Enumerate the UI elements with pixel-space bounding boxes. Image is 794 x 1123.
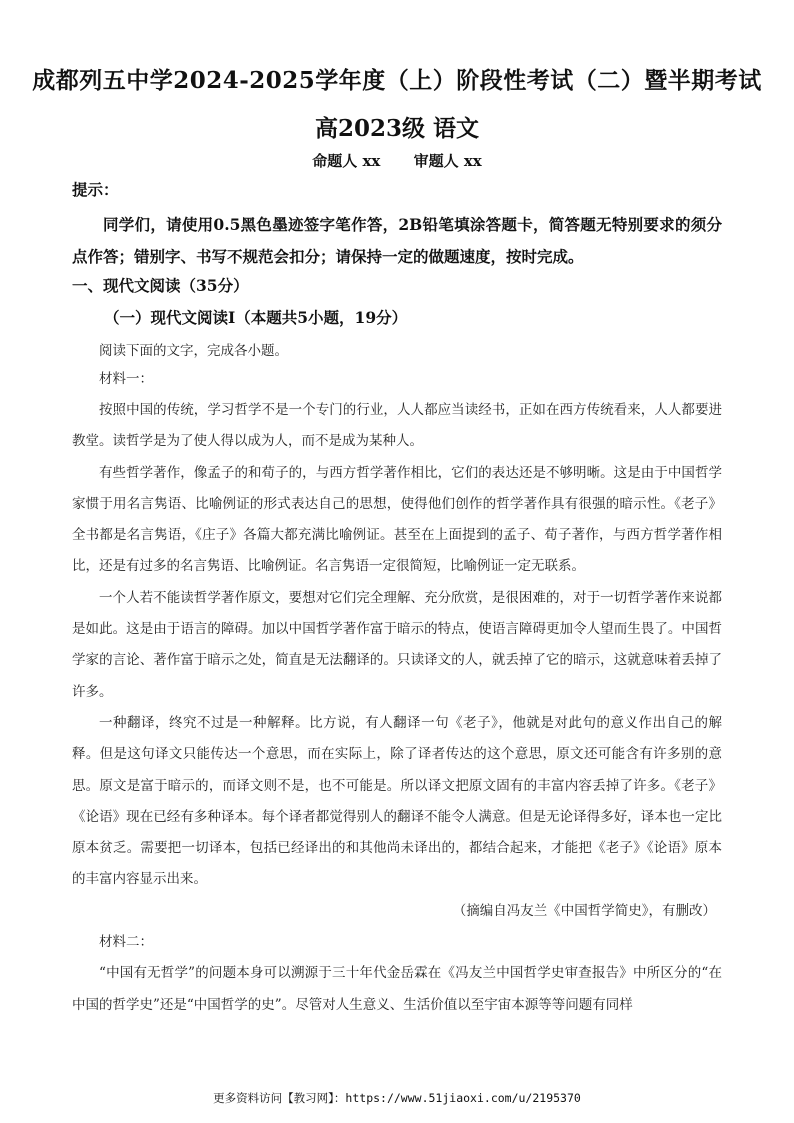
- setter-label: 命题人 xx: [312, 152, 381, 170]
- material2-paragraph: “中国有无哲学”的问题本身可以溯源于三十年代金岳霖在《冯友兰中国哲学史审查报告》中所区分的“在中国的哲学史”还是“中国哲学的史”。尽管对人生意义、生活价值以至宇宙本源等等问题有同样: [72, 965, 722, 1013]
- material1-label-wrap: [72, 364, 722, 395]
- exam-title: 成都列五中学2024-2025学年度（上）阶段性考试（二）暨半期考试: [32, 67, 762, 94]
- material1-label: 材料一：: [99, 371, 153, 387]
- footer-link[interactable]: 更多资料访问【教习网】：https://www.51jiaoxi.com/u/2195370: [213, 1091, 581, 1105]
- exam-subtitle: 高2023级 语文: [314, 115, 480, 142]
- passage-paragraph: 按照中国的传统，学习哲学不是一个专门的行业，人人都应当读经书，正如在西方传统看来，人人都要进教堂。读哲学是为了使人得以成为人，而不是成为某种人。: [72, 402, 722, 450]
- tips-text: 同学们，请使用0.5黑色墨迹签字笔作答，2B铅笔填涂答题卡，简答题无特别要求的须分点作答；错别字、书写不规范会扣分；请保持一定的做题速度，按时完成。: [72, 215, 722, 266]
- passage-paragraph: 一种翻译，终究不过是一种解释。比方说，有人翻译一句《老子》，他就是对此句的意义作出自己的解释。但是这句译文只能传达一个意思，而在实际上，除了译者传达的这个意思，原文还可能含有许多别的意思。原文是富于暗示的，而译文则不是，也不可能是。所以译文把原文固有的丰富内容丢掉了许多。《老子》《论语》现在已经有多种译本。每个译者都觉得别人的翻译不能令人满意。但是无论译得多好，译本也一定比原本贫乏。需要把一切译本，包括已经译出的和其他尚未译出的，都结合起来，才能把《老子》《论语》原本的丰富内容显示出来。: [72, 714, 722, 888]
- reading-instruction: 阅读下面的文字，完成各小题。: [99, 343, 288, 359]
- reading-passage: [72, 395, 722, 1021]
- section-title: 一、现代文阅读（35分）: [72, 276, 249, 295]
- authors-line: [0, 150, 794, 171]
- subsection-title: （一）现代文阅读Ⅰ（本题共5小题，19分）: [104, 308, 408, 327]
- source-citation: （摘编自冯友兰《中国哲学简史》，有删改）: [452, 902, 716, 919]
- passage-paragraph: 有些哲学著作，像孟子的和荀子的，与西方哲学著作相比，它们的表达还是不够明晰。这是由于中国哲学家惯于用名言隽语、比喻例证的形式表达自己的思想，使得他们创作的哲学著作具有很强的暗示性。《老子》全书都是名言隽语，《庄子》各篇大都充满比喻例证。甚至在上面提到的孟子、荀子著作，与西方哲学著作相比，还是有过多的名言隽语、比喻例证。名言隽语一定很简短，比喻例证一定无联系。: [72, 464, 722, 575]
- tips-label: 提示：: [72, 180, 119, 199]
- passage-paragraph: 一个人若不能读哲学著作原文，要想对它们完全理解、充分欣赏，是很困难的，对于一切哲学著作来说都是如此。这是由于语言的障碍。加以中国哲学著作富于暗示的特点，使语言障碍更加令人望而生畏了。中国哲学家的言论、著作富于暗示之处，简直是无法翻译的。只读译文的人，就丢掉了它的暗示，这就意味着丢掉了许多。: [72, 589, 722, 700]
- material2-label: 材料二：: [99, 934, 153, 951]
- reading-intro: [72, 336, 722, 367]
- reviewer-label: 审题人 xx: [413, 152, 482, 170]
